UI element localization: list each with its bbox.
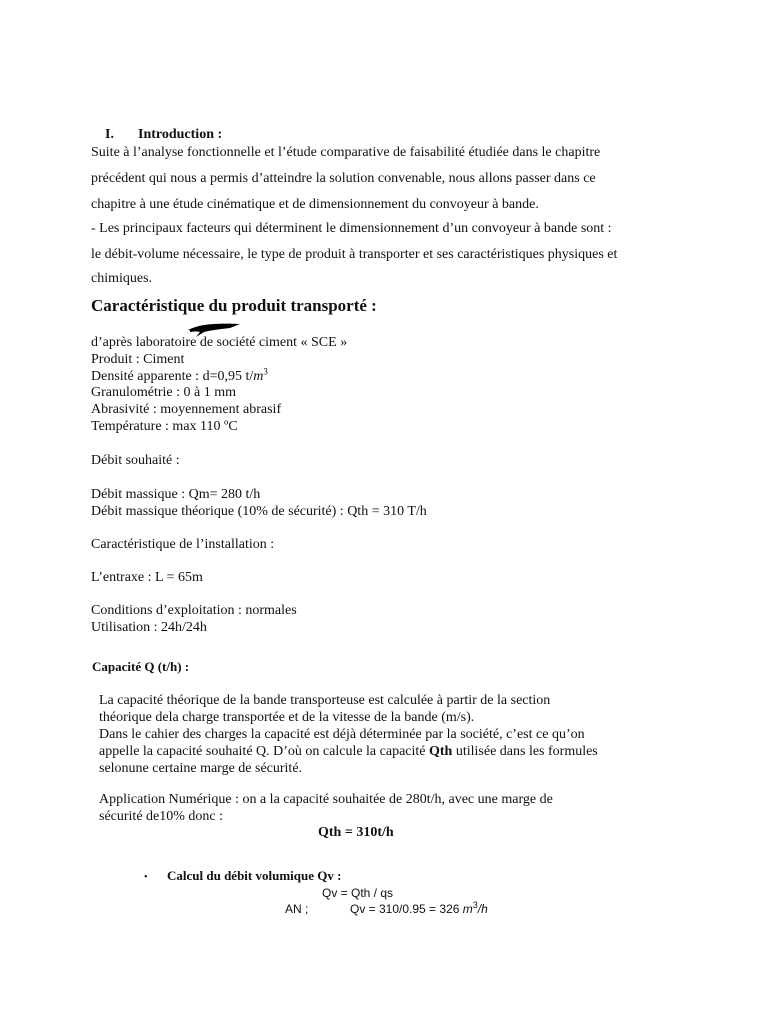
intro-title: Introduction : [138,127,223,142]
qv-an-number: Qv = 310/0.95 = 326 [350,902,463,916]
qv-an-rest: /h [477,902,488,916]
densite-prefix: Densité apparente : d=0,95 t/ [91,369,254,384]
intro-number: I. [105,127,114,142]
capacite-line-part: utilisée dans les formules [452,744,598,759]
qv-bullet-item [144,868,341,884]
entraxe: L’entraxe : L = 65m [91,570,203,585]
product-temperature: Température : max 110 ºC [91,419,238,434]
product-produit: Produit : Ciment [91,352,185,367]
capacite-line [99,743,598,760]
product-abrasivite: Abrasivité : moyennement abrasif [91,402,282,417]
application-line: sécurité de10% donc : [99,809,224,824]
intro-line: chapitre à une étude cinématique et de dimensionnement du convoyeur à bande. [91,197,539,212]
qv-an-value [350,901,488,918]
qth-term: Qth [429,744,453,759]
qv-an-exponent: 3 [472,900,478,910]
intro-heading [105,127,222,143]
densite-unit: m [253,369,264,384]
intro-line: chimiques. [91,271,153,286]
intro-line: le débit-volume nécessaire, le type de produit à transporter et ses caractéristiques physiques et [91,247,618,262]
intro-line: précédent qui nous a permis d’atteindre la solution convenable, nous allons passer dans ce [91,171,596,186]
installation-label: Caractéristique de l’installation : [91,537,275,552]
capacite-line: Dans le cahier des charges la capacité est déjà déterminée par la société, c’est ce qu’on [99,727,585,742]
capacite-line: théorique dela charge transportée et de la vitesse de la bande (m/s). [99,710,475,725]
capacite-line: La capacité théorique de la bande transporteuse est calculée à partir de la section [99,693,551,708]
product-heading: Caractéristique du produit transporté : [91,296,377,315]
product-source: d’après laboratoire de société ciment « SCE » [91,335,348,350]
capacite-line: selonune certaine marge de sécurité. [99,761,303,776]
conditions: Conditions d’exploitation : normales [91,603,297,618]
product-densite [91,368,268,385]
debit-souhaite-label: Débit souhaité : [91,453,180,468]
qv-heading: Calcul du débit volumique Qv : [167,868,342,883]
qv-an-label: AN ; [285,902,309,916]
bullet-icon: • [144,872,148,883]
qth-result: Qth = 310t/h [318,825,394,840]
debit-massique: Débit massique : Qm= 280 t/h [91,487,261,502]
qv-formula: Qv = Qth / qs [322,886,394,900]
utilisation: Utilisation : 24h/24h [91,620,207,635]
intro-line: Suite à l’analyse fonctionnelle et l’étude comparative de faisabilité étudiée dans le chapitre [91,145,601,160]
debit-theorique: Débit massique théorique (10% de sécurité) : Qth = 310 T/h [91,504,427,519]
qv-an-unit: m [462,902,473,916]
densite-exponent: 3 [263,366,268,377]
product-granulometrie: Granulométrie : 0 à 1 mm [91,385,237,400]
capacite-line-part: appelle la capacité souhaité Q. D’où on calcule la capacité [99,744,429,759]
capacite-heading: Capacité Q (t/h) : [92,659,190,674]
intro-line: - Les principaux facteurs qui déterminent le dimensionnement d’un convoyeur à bande sont : [91,221,612,236]
application-line: Application Numérique : on a la capacité souhaitée de 280t/h, avec une marge de [99,792,553,807]
